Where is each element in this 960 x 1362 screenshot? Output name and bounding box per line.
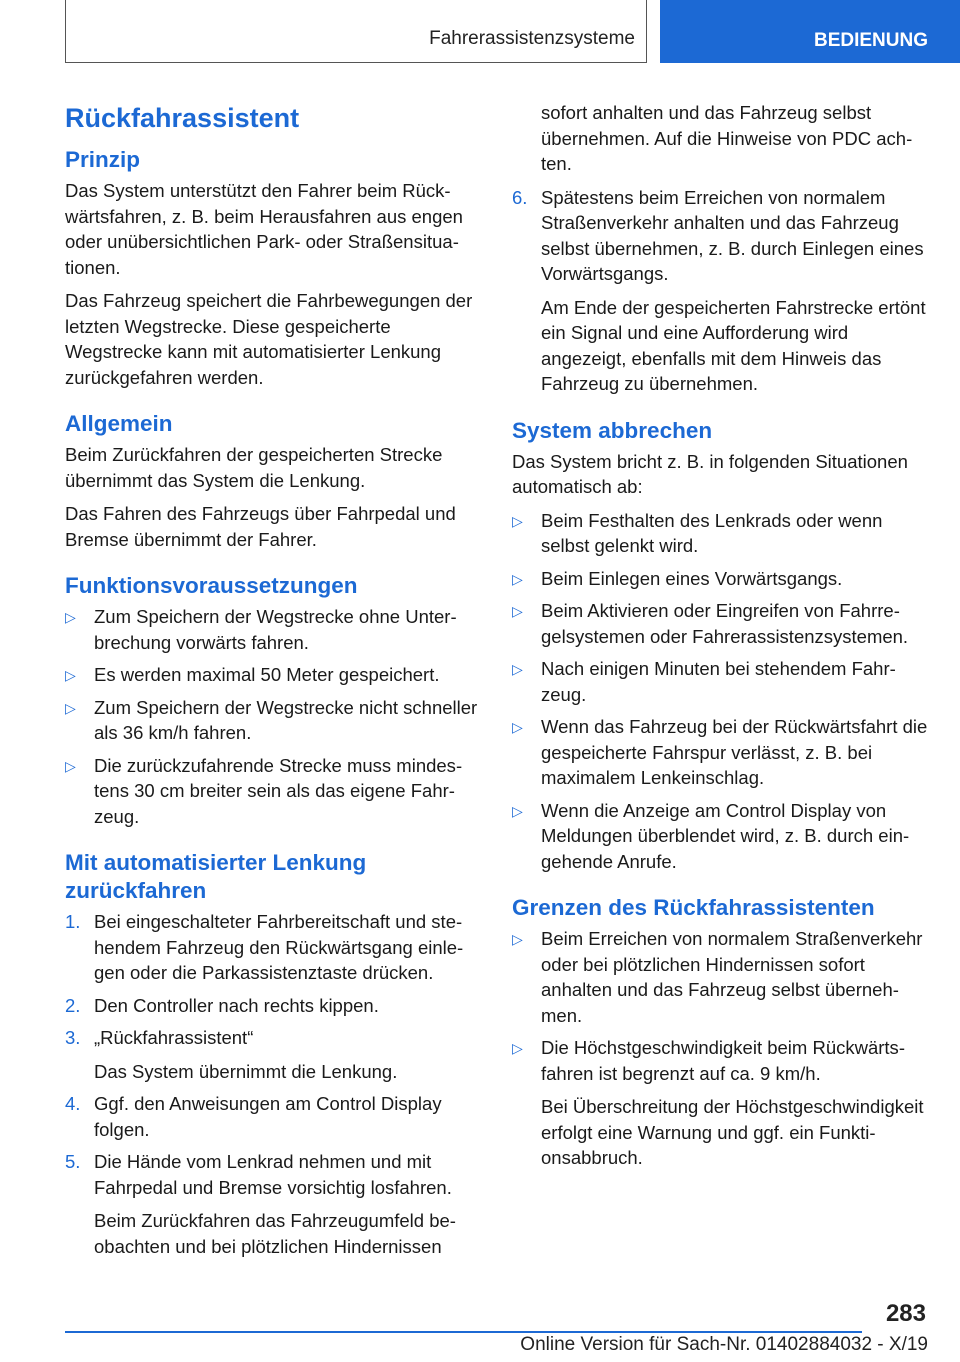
right-column bbox=[512, 100, 928, 1179]
list-item: ▷ Wenn die Anzeige am Control Display von Meldungen überblendet wird, z. B. durch eingehende Anrufe. bbox=[512, 799, 910, 872]
triangle-right-icon: ▷ bbox=[65, 609, 76, 625]
heading-allgemein: Allgemein bbox=[65, 411, 173, 436]
bullet-list bbox=[65, 604, 481, 829]
header-chapter-tab: BEDIENUNG bbox=[660, 0, 960, 63]
page-title: Rückfahrassistent bbox=[65, 103, 300, 133]
list-item: ▷ Beim Festhalten des Lenkrads oder wenn selbst gelenkt wird. bbox=[512, 509, 883, 556]
heading-lenkung: Mit automatisierter Lenkung zurückfahren bbox=[65, 850, 367, 903]
list-item: ▷ Es werden maximal 50 Meter gespeichert. bbox=[65, 662, 481, 688]
paragraph: Das System bricht z. B. in folgenden Situationen automatisch ab: bbox=[512, 450, 908, 497]
page-number: 283 bbox=[885, 1300, 926, 1327]
paragraph: Beim Zurückfahren der gespeicherten Strecke übernimmt das System die Lenkung. bbox=[65, 444, 443, 491]
list-item: ▷ Zum Speichern der Wegstrecke nicht schneller als 36 km/h fahren. bbox=[65, 696, 478, 743]
list-item: ▷ Die zurückzufahrende Strecke muss mindestens 30 cm breiter sein als das eigene Fahrzeug. bbox=[65, 754, 463, 827]
heading-system-abbrechen: System abbrechen bbox=[512, 417, 713, 443]
list-item: 6. Spätestens beim Erreichen von normalem Straßenverkehr anhalten und das Fahrzeug selbst übernehmen, z. B. durch Einlegen eines Vorwärtsgangs. Am Ende der gespeicherten Fahrstrecke ertönt ein Signal und eine Aufforderung wird angezeigt, ebenfalls mit dem Hinweis das Fahrzeug zu übernehmen. bbox=[512, 186, 926, 394]
footer-text: Online Version für Sach-Nr. 01402884032 - X/19 bbox=[520, 1334, 928, 1355]
triangle-right-icon: ▷ bbox=[512, 719, 523, 735]
bullet-list bbox=[512, 926, 928, 1171]
list-item: ▷ Beim Erreichen von normalem Straßenverkehr oder bei plötzlichen Hindernissen sofort anhalten und das Fahrzeug selbst übernehmen. bbox=[512, 928, 923, 1026]
list-item: ▷ Nach einigen Minuten bei stehendem Fahrzeug. bbox=[512, 658, 896, 705]
triangle-right-icon: ▷ bbox=[512, 512, 523, 529]
paragraph: Das Fahrzeug speichert die Fahrbewegungen der letzten Wegstrecke. Diese gespeicherte Wegstrecke kann mit automatisierter Lenkung zurückgefahren werden. bbox=[65, 290, 473, 388]
header-section-title: Fahrerassistenzsysteme bbox=[429, 28, 635, 49]
list-item: 5. Die Hände vom Lenkrad nehmen und mit Fahrpedal und Bremse vorsichtig losfahren. Beim Zurückfahren das Fahrzeugumfeld beobachten und bei plötzlichen Hindernissen bbox=[65, 1151, 456, 1257]
list-item: ▷ Zum Speichern der Wegstrecke ohne Unterbrechung vorwärts fahren. bbox=[65, 606, 457, 653]
list-item: ▷ Beim Aktivieren oder Eingreifen von Fahrregelsystemen oder Fahrerassistenzsystemen. bbox=[512, 600, 909, 647]
heading-prinzip: Prinzip bbox=[65, 147, 141, 172]
triangle-right-icon: ▷ bbox=[512, 603, 523, 619]
list-item: ▷ Beim Einlegen eines Vorwärtsgangs. bbox=[512, 566, 928, 592]
list-item: 2. Den Controller nach rechts kippen. bbox=[65, 994, 379, 1016]
numbered-list bbox=[65, 909, 481, 1259]
triangle-right-icon: ▷ bbox=[512, 1040, 523, 1056]
bullet-list bbox=[512, 508, 928, 875]
triangle-right-icon: ▷ bbox=[512, 661, 523, 677]
footer-divider bbox=[65, 1331, 862, 1333]
triangle-right-icon: ▷ bbox=[512, 931, 523, 947]
paragraph-continued: sofort anhalten und das Fahrzeug selbst übernehmen. Auf die Hinweise von PDC achten. bbox=[541, 102, 913, 174]
triangle-right-icon: ▷ bbox=[512, 570, 523, 587]
triangle-right-icon: ▷ bbox=[65, 699, 76, 716]
paragraph: Das System unterstützt den Fahrer beim Rückwärtsfahren, z. B. beim Herausfahren aus engen oder unübersichtlichen Park- oder Straßensituationen. bbox=[65, 180, 463, 278]
list-item: ▷ Die Höchstgeschwindigkeit beim Rückwärtsfahren ist begrenzt auf ca. 9 km/h. Bei Überschreitung der Höchstgeschwindigkeit erfolgt eine Warnung und ggf. ein Funktionsabbruch. bbox=[512, 1037, 924, 1168]
triangle-right-icon: ▷ bbox=[65, 667, 76, 683]
heading-funktionsvoraussetzungen: Funktionsvoraussetzungen bbox=[65, 573, 358, 598]
heading-grenzen: Grenzen des Rückfahrassistenten bbox=[512, 895, 875, 920]
list-item: 1. Bei eingeschalteter Fahrbereitschaft und stehendem Fahrzeug den Rückwärtsgang einlegen oder die Parkassistenztaste drücken. bbox=[65, 911, 464, 983]
triangle-right-icon: ▷ bbox=[65, 757, 76, 774]
list-item: 4. Ggf. den Anweisungen am Control Display folgen. bbox=[65, 1093, 442, 1140]
paragraph: Das Fahren des Fahrzeugs über Fahrpedal und Bremse übernimmt der Fahrer. bbox=[65, 503, 456, 550]
numbered-list bbox=[512, 185, 928, 397]
triangle-right-icon: ▷ bbox=[512, 802, 523, 819]
list-item: ▷ Wenn das Fahrzeug bei der Rückwärtsfahrt die gespeicherte Fahrspur verlässt, z. B. bei maximalem Lenkeinschlag. bbox=[512, 716, 928, 788]
list-item: 3. „Rückfahrassistent“ Das System übernimmt die Lenkung. bbox=[65, 1027, 398, 1082]
left-column bbox=[65, 100, 481, 1267]
